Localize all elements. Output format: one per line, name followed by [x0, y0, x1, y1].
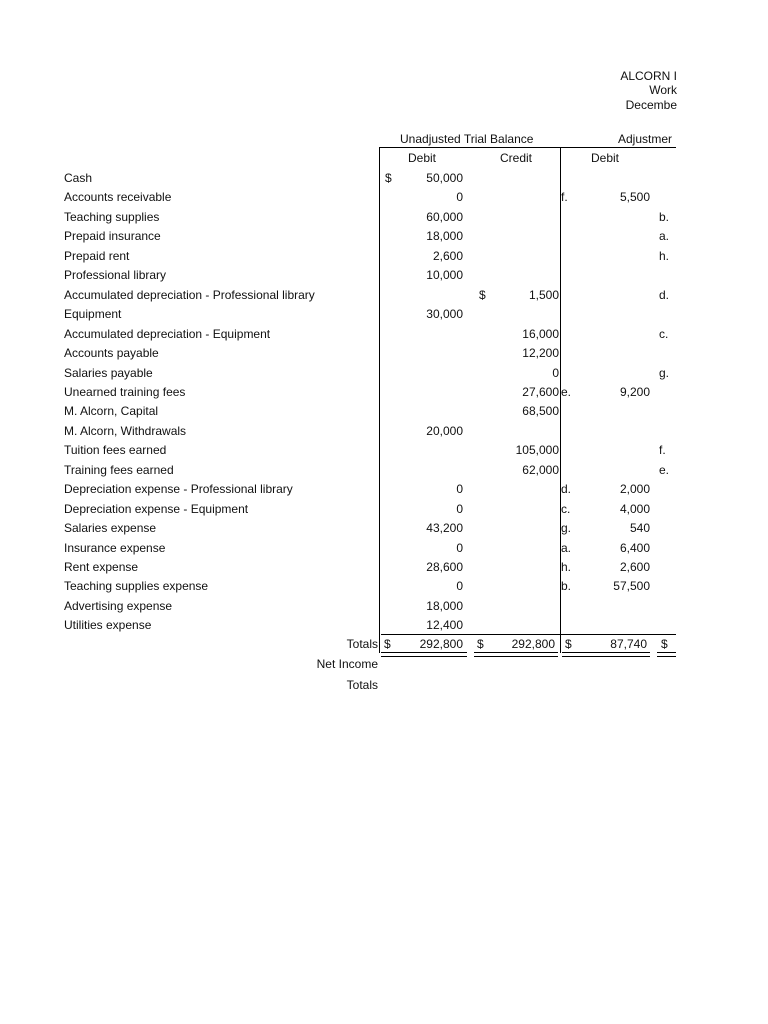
unadjusted-trial-balance-header: Unadjusted Trial Balance	[400, 132, 534, 146]
totals-label: Totals	[346, 637, 378, 651]
account-name: Insurance expense	[64, 540, 166, 555]
account-name: Rent expense	[64, 560, 139, 574]
account-name: Accumulated depreciation - Professional library	[64, 287, 315, 302]
utb-debit-amount: 28,600	[426, 560, 463, 574]
utb-debit-amount: 0	[456, 579, 463, 594]
utb-header-rule	[379, 147, 561, 148]
utb-credit-amount: 12,200	[522, 346, 559, 361]
adj-credit-ref: g.	[659, 365, 670, 380]
adj-debit-amount: 5,500	[619, 190, 650, 205]
account-name: Utilities expense	[64, 618, 152, 633]
account-name: Equipment	[64, 307, 122, 322]
utb-credit-header: Credit	[500, 151, 533, 165]
utb-credit-amount: 16,000	[522, 326, 559, 341]
account-name: Salaries payable	[64, 365, 153, 380]
table-row	[0, 343, 768, 363]
adj-debit-ref: e.	[561, 384, 572, 399]
adjustments-header: Adjustmer	[618, 132, 673, 146]
account-name: Tuition fees earned	[64, 443, 167, 458]
table-row	[0, 440, 768, 460]
table-row	[0, 615, 768, 635]
table-row	[0, 479, 768, 499]
utb-debit-amount: 0	[456, 482, 463, 497]
utb-debit-amount: 10,000	[426, 268, 463, 283]
utb-debit-amount: 2,600	[432, 248, 463, 263]
adj-debit-header: Debit	[591, 151, 620, 165]
adj-debit-amount: 4,000	[619, 501, 650, 516]
sheet-date: Decembe	[625, 98, 677, 112]
adj-debit-ref: h.	[561, 560, 572, 574]
final-totals-label: Totals	[346, 678, 378, 692]
utb-credit-total: 292,800	[511, 637, 555, 651]
company-name: ALCORN I	[620, 69, 677, 83]
table-row	[0, 304, 768, 324]
adj-debit-amount: 540	[629, 521, 650, 536]
utb-credit-amount: 1,500	[528, 287, 559, 302]
utb-debit-amount: 0	[456, 190, 463, 205]
table-row	[0, 576, 768, 596]
adj-debit-amount: 2,000	[619, 482, 650, 497]
utb-credit-amount: 62,000	[522, 462, 559, 477]
utb-credit-amount: 27,600	[522, 384, 559, 399]
adj-debit-ref: a.	[561, 540, 572, 555]
adj-credit-ref: h.	[659, 248, 670, 263]
account-name: Training fees earned	[64, 462, 174, 477]
utb-credit-amount: 105,000	[515, 443, 559, 458]
utb-debit-amount: 18,000	[426, 229, 463, 244]
table-row	[0, 265, 768, 285]
net-income-row	[0, 654, 768, 674]
table-row	[0, 538, 768, 558]
table-row	[0, 168, 768, 188]
utb-debit-amount: 0	[456, 540, 463, 555]
table-row	[0, 382, 768, 402]
adj-debit-total: 87,740	[610, 637, 647, 651]
account-name: Unearned training fees	[64, 384, 186, 399]
account-name: Prepaid rent	[64, 248, 130, 263]
adj-debit-amount: 6,400	[619, 540, 650, 555]
account-name: Salaries expense	[64, 521, 157, 536]
adj-credit-ref: c.	[659, 326, 669, 341]
adj-debit-ref: f.	[561, 190, 568, 205]
utb-credit-amount: 68,500	[522, 404, 559, 419]
table-row	[0, 285, 768, 305]
account-name: Depreciation expense - Equipment	[64, 501, 249, 516]
table-row	[0, 226, 768, 246]
adj-credit-ref: d.	[659, 287, 670, 302]
utb-debit-amount: 0	[456, 501, 463, 516]
totals-row	[0, 634, 768, 654]
account-name: Accounts payable	[64, 346, 159, 361]
adj-debit-ref: d.	[561, 482, 572, 497]
utb-debit-total-dollar: $	[384, 637, 391, 651]
final-totals-row	[0, 675, 768, 695]
adj-debit-amount: 9,200	[619, 384, 650, 399]
adj-debit-amount: 57,500	[613, 579, 650, 594]
account-name: Teaching supplies	[64, 209, 160, 224]
table-row	[0, 460, 768, 480]
adj-debit-amount: 2,600	[619, 560, 650, 574]
account-name: Depreciation expense - Professional library	[64, 482, 293, 497]
utb-credit-amount: 0	[552, 365, 559, 380]
table-row	[0, 518, 768, 538]
utb-debit-amount: 12,400	[426, 618, 463, 633]
table-row	[0, 557, 768, 577]
account-name: Accumulated depreciation - Equipment	[64, 326, 271, 341]
table-row	[0, 187, 768, 207]
table-row	[0, 207, 768, 227]
adj-debit-ref: g.	[561, 521, 572, 536]
account-name: Advertising expense	[64, 598, 173, 613]
utb-debit-amount: 43,200	[426, 521, 463, 536]
utb-debit-header: Debit	[408, 151, 437, 165]
utb-debit-amount: 30,000	[426, 307, 463, 322]
table-row	[0, 363, 768, 383]
adj-credit-ref: a.	[659, 229, 670, 244]
net-income-label: Net Income	[316, 657, 378, 671]
account-name: Cash	[64, 171, 93, 185]
utb-credit-total-dollar: $	[477, 637, 484, 651]
utb-debit-amount: 18,000	[426, 598, 463, 613]
adj-credit-ref: f.	[659, 443, 666, 458]
adj-debit-ref: c.	[561, 501, 571, 516]
account-name: M. Alcorn, Capital	[64, 404, 159, 419]
sheet-title: Work	[649, 83, 677, 97]
adj-debit-ref: b.	[561, 579, 572, 594]
account-name: M. Alcorn, Withdrawals	[64, 423, 187, 438]
adj-header-rule	[561, 147, 676, 148]
utb-credit-dollar: $	[479, 287, 486, 302]
utb-debit-amount: 20,000	[426, 423, 463, 438]
adj-credit-ref: e.	[659, 462, 670, 477]
utb-debit-total: 292,800	[419, 637, 463, 651]
totals-top-rule	[381, 634, 676, 635]
table-row	[0, 246, 768, 266]
account-name: Professional library	[64, 268, 167, 283]
table-row	[0, 596, 768, 616]
account-name: Prepaid insurance	[64, 229, 161, 244]
adj-credit-total-dollar: $	[661, 637, 668, 651]
account-name: Teaching supplies expense	[64, 579, 209, 594]
table-row	[0, 421, 768, 441]
utb-debit-dollar: $	[385, 171, 392, 185]
account-name: Accounts receivable	[64, 190, 172, 205]
adj-debit-total-dollar: $	[565, 637, 572, 651]
adj-credit-ref: b.	[659, 209, 670, 224]
table-row	[0, 401, 768, 421]
table-row	[0, 499, 768, 519]
table-row	[0, 324, 768, 344]
utb-debit-amount: 60,000	[426, 209, 463, 224]
utb-debit-amount: 50,000	[426, 171, 463, 185]
